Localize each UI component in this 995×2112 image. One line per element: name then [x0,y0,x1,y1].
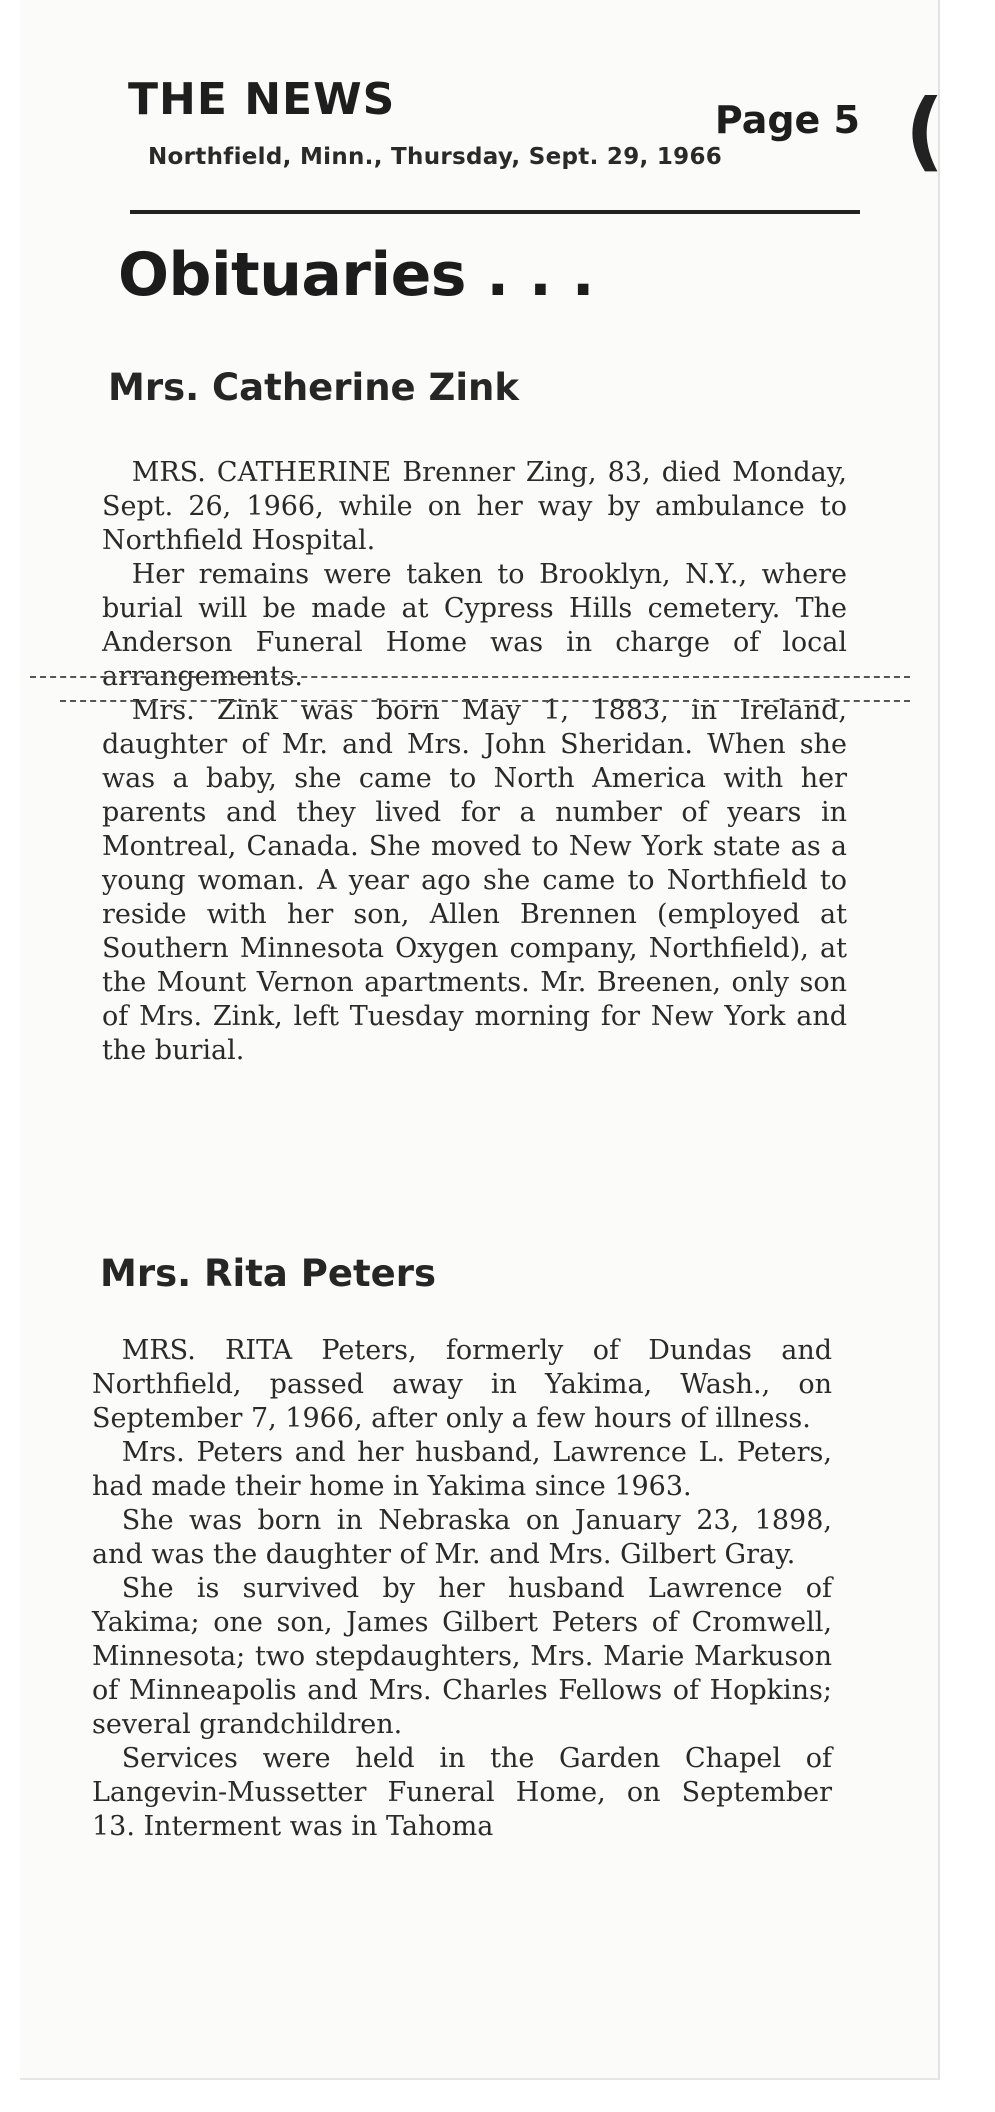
obituary-paragraph: Mrs. Peters and her husband, Lawrence L. Peters, had made their home in Yakima since 1963. [92,1437,832,1502]
newspaper-name: THE NEWS [128,74,396,125]
obituary-body [92,1334,832,1844]
fold-line [60,700,910,702]
obituary-paragraph: Mrs. Zink was born May 1, 1883, in Ireland, daughter of Mr. and Mrs. John Sheridan. When she was a baby, she came to North America with her parents and they lived for a number of years in Montreal, Canada. She moved to New York state as a young woman. A year ago she came to Northfield to reside with her son, Allen Brennen (employed at Southern Minnesota Oxygen company, Northfield), at the Mount Vernon apartments. Mr. Breenen, only son of Mrs. Zink, left Tuesday morning for New York and the burial. [102,695,847,1066]
obituary-paragraph: Her remains were taken to Brooklyn, N.Y., where burial will be made at Cypress Hills cemetery. The Anderson Funeral Home was in charge of local arrangements. [102,559,847,692]
obituary-paragraph: MRS. CATHERINE Brenner Zing, 83, died Monday, Sept. 26, 1966, while on her way by ambulance to Northfield Hospital. [102,457,847,556]
obituary-paragraph: She was born in Nebraska on January 23, 1898, and was the daughter of Mr. and Mrs. Gilbert Gray. [92,1505,832,1570]
masthead-rule [130,210,860,214]
obituary-body [102,456,847,1068]
adjacent-column-fragment: ( [905,81,945,181]
obituary-paragraph: MRS. RITA Peters, formerly of Dundas and Northfield, passed away in Yakima, Wash., on September 7, 1966, after only a few hours of illness. [92,1335,832,1434]
obituary-paragraph: She is survived by her husband Lawrence of Yakima; one son, James Gilbert Peters of Cromwell, Minnesota; two stepdaughters, Mrs. Marie Markuson of Minneapolis and Mrs. Charles Fellows of Hopkins; several grandchildren. [92,1573,832,1740]
obituary-paragraph: Services were held in the Garden Chapel of Langevin-Mussetter Funeral Home, on September 13. Interment was in Tahoma [92,1743,832,1842]
section-title: Obituaries . . . [118,240,595,310]
fold-line [30,676,910,678]
obituary-name: Mrs. Rita Peters [100,1252,436,1295]
obituary-name: Mrs. Catherine Zink [108,366,519,409]
dateline: Northfield, Minn., Thursday, Sept. 29, 1966 [148,144,723,170]
page-number: Page 5 [714,98,860,142]
